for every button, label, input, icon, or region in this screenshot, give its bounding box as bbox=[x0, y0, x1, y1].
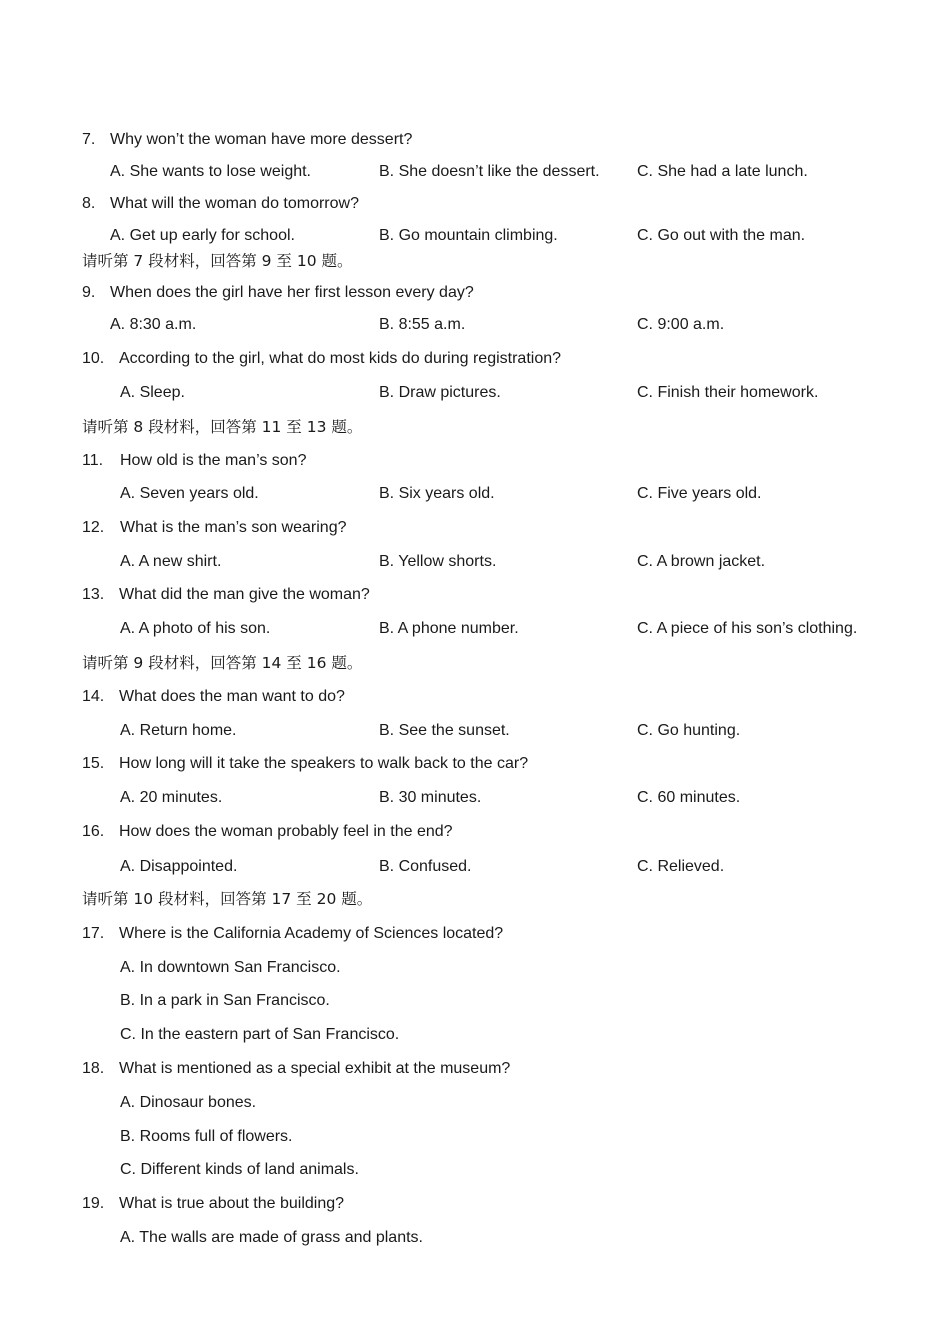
question-number: 18. bbox=[82, 1060, 105, 1077]
question-text: What will the woman do tomorrow? bbox=[110, 195, 359, 212]
question-number: 11. bbox=[82, 452, 104, 469]
option-b: B. Draw pictures. bbox=[379, 384, 501, 401]
question-text: Why won’t the woman have more dessert? bbox=[110, 131, 413, 148]
option-a: A. In downtown San Francisco. bbox=[120, 959, 341, 976]
option-a: A. She wants to lose weight. bbox=[110, 163, 311, 180]
option-a: A. Get up early for school. bbox=[110, 227, 295, 244]
option-a: A. Seven years old. bbox=[120, 485, 259, 502]
option-a: A. 20 minutes. bbox=[120, 789, 223, 806]
question-text: According to the girl, what do most kids do during registration? bbox=[119, 350, 562, 367]
option-a: A. Return home. bbox=[120, 722, 237, 739]
question-text: Where is the California Academy of Sciences located? bbox=[119, 925, 504, 942]
option-c: C. 9:00 a.m. bbox=[637, 316, 725, 333]
option-b: B. A phone number. bbox=[379, 620, 519, 637]
question-text: When does the girl have her first lesson every day? bbox=[110, 284, 474, 301]
question-text: How long will it take the speakers to walk back to the car? bbox=[119, 755, 529, 772]
option-c: C. 60 minutes. bbox=[637, 789, 741, 806]
section-instruction: 请听第 8 段材料，回答第 11 至 13 题。 bbox=[82, 418, 363, 436]
question-text: How does the woman probably feel in the end? bbox=[119, 823, 453, 840]
question-number: 7. bbox=[82, 131, 96, 148]
question-number: 12. bbox=[82, 519, 105, 536]
question-text: How old is the man’s son? bbox=[120, 452, 307, 469]
option-c: C. She had a late lunch. bbox=[637, 163, 808, 180]
question-number: 10. bbox=[82, 350, 105, 367]
question-number: 14. bbox=[82, 688, 105, 705]
option-c: C. A piece of his son’s clothing. bbox=[637, 620, 858, 637]
option-b: B. 30 minutes. bbox=[379, 789, 482, 806]
question-text: What is true about the building? bbox=[119, 1195, 345, 1212]
question-number: 9. bbox=[82, 284, 96, 301]
option-b: B. 8:55 a.m. bbox=[379, 316, 466, 333]
option-c: C. A brown jacket. bbox=[637, 553, 766, 570]
section-instruction: 请听第 10 段材料，回答第 17 至 20 题。 bbox=[82, 890, 373, 908]
option-c: C. Go out with the man. bbox=[637, 227, 806, 244]
option-a: A. A new shirt. bbox=[120, 553, 222, 570]
option-c: C. Go hunting. bbox=[637, 722, 741, 739]
option-b: B. Yellow shorts. bbox=[379, 553, 497, 570]
option-a: A. The walls are made of grass and plants. bbox=[120, 1229, 423, 1246]
option-a: A. A photo of his son. bbox=[120, 620, 271, 637]
question-text: What does the man want to do? bbox=[119, 688, 345, 705]
option-a: A. Sleep. bbox=[120, 384, 185, 401]
option-c: C. Different kinds of land animals. bbox=[120, 1161, 359, 1178]
question-number: 15. bbox=[82, 755, 105, 772]
question-number: 8. bbox=[82, 195, 96, 212]
option-a: A. Dinosaur bones. bbox=[120, 1094, 257, 1111]
option-b: B. See the sunset. bbox=[379, 722, 510, 739]
option-b: B. In a park in San Francisco. bbox=[120, 992, 330, 1009]
option-c: C. Finish their homework. bbox=[637, 384, 819, 401]
option-c: C. In the eastern part of San Francisco. bbox=[120, 1026, 400, 1043]
option-b: B. Go mountain climbing. bbox=[379, 227, 558, 244]
option-b: B. Rooms full of flowers. bbox=[120, 1128, 293, 1145]
question-text: What is the man’s son wearing? bbox=[120, 519, 347, 536]
question-number: 19. bbox=[82, 1195, 105, 1212]
question-number: 17. bbox=[82, 925, 105, 942]
option-b: B. Six years old. bbox=[379, 485, 495, 502]
option-a: A. 8:30 a.m. bbox=[110, 316, 197, 333]
section-instruction: 请听第 9 段材料，回答第 14 至 16 题。 bbox=[82, 654, 363, 672]
option-b: B. Confused. bbox=[379, 858, 472, 875]
question-text: What did the man give the woman? bbox=[119, 586, 370, 603]
option-c: C. Relieved. bbox=[637, 858, 725, 875]
question-number: 13. bbox=[82, 586, 105, 603]
question-text: What is mentioned as a special exhibit at the museum? bbox=[119, 1060, 511, 1077]
option-c: C. Five years old. bbox=[637, 485, 762, 502]
option-b: B. She doesn’t like the dessert. bbox=[379, 163, 600, 180]
section-instruction: 请听第 7 段材料，回答第 9 至 10 题。 bbox=[82, 252, 353, 270]
option-a: A. Disappointed. bbox=[120, 858, 238, 875]
question-number: 16. bbox=[82, 823, 105, 840]
